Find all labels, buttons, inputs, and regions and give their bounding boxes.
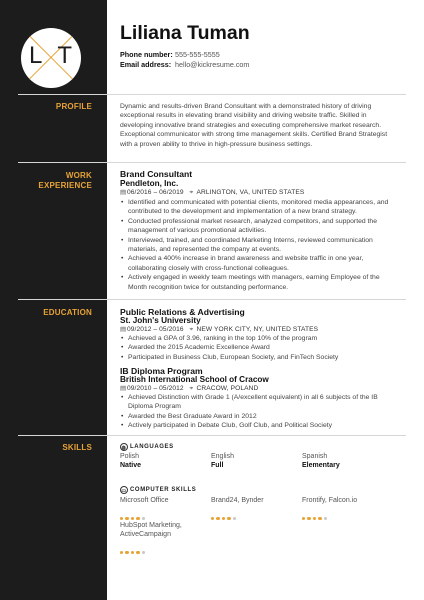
skill-rating <box>120 507 147 512</box>
degree-title: IB Diploma Program <box>120 366 203 376</box>
phone-label: Phone number: <box>120 50 173 59</box>
language-item <box>302 452 340 470</box>
language-name: English <box>211 453 234 460</box>
monogram-letter-left: L <box>29 42 43 69</box>
section-divider <box>18 162 406 163</box>
job-location: ARLINGTON, VA, UNITED STATES <box>196 189 305 196</box>
language-level: Native <box>120 462 142 469</box>
rating-dot <box>125 517 128 520</box>
list-item: • Conducted professional market research, analyzed competitors, and supported the management of various promotional activities. <box>128 217 400 236</box>
education-dates: 09/2010 – 05/2012 <box>127 385 184 392</box>
rating-dot <box>318 517 321 520</box>
profile-summary: Dynamic and results-driven Brand Consultant with a demonstrated history of driving exceptional results in elevating brand visibility and driving website traffic. Skilled in developing innovative brand strategies and executing comprehensive market research. Exceptional communicator with strong time management skills. Certified Brand Strategist with a proven ability to thrive in high-pressure business settings. <box>120 103 388 148</box>
list-item: • Actively engaged in weekly team meetings with managers, earning Employee of the Month recognition twice for outstanding performance. <box>128 273 400 292</box>
globe-icon: ◍ <box>121 445 127 451</box>
computer-skill-name: Frontify, Falcon.io <box>302 497 358 504</box>
phone-value: 555-555-5555 <box>175 50 220 59</box>
computer-skill-name: Brand24, Bynder <box>211 497 264 504</box>
email-line <box>120 60 249 70</box>
degree-title: Public Relations & Advertising <box>120 307 245 317</box>
section-heading-profile: PROFILE <box>55 102 92 111</box>
rating-dot <box>233 517 236 520</box>
computer-skills-heading <box>120 486 196 494</box>
calendar-icon: ▤ <box>120 326 127 333</box>
section-divider <box>18 435 406 436</box>
monitor-icon: ▭ <box>121 488 127 494</box>
location-pin-icon: ⌖ <box>189 326 194 333</box>
job-title: Brand Consultant <box>120 169 193 179</box>
section-heading-work: WORK <box>65 171 92 180</box>
education-bullets <box>120 334 400 362</box>
language-item <box>120 452 141 470</box>
list-item: • Identified and communicated with potential clients, monitored media appearances, and contributed to the development and implementation of a new brand strategy. <box>128 198 400 217</box>
monogram-logo <box>21 28 81 88</box>
rating-dot <box>136 551 139 554</box>
rating-dot <box>302 517 305 520</box>
education-bullets <box>120 393 400 431</box>
list-item: • Achieved a GPA of 3.96, ranking in the top 10% of the program <box>128 334 400 343</box>
list-item: • Awarded the Best Graduate Award in 2012 <box>128 412 400 421</box>
language-name: Spanish <box>302 453 328 460</box>
section-divider <box>18 299 406 300</box>
language-level: Full <box>211 462 224 469</box>
job-bullets <box>120 198 400 292</box>
computer-skill-name: HubSpot Marketing, ActiveCampaign <box>120 522 182 538</box>
job-meta <box>120 188 304 197</box>
education-meta <box>120 325 318 334</box>
language-item <box>211 452 234 470</box>
list-item: • Awarded the 2015 Academic Excellence Award <box>128 343 400 352</box>
education-meta <box>120 384 258 393</box>
rating-dot <box>120 517 123 520</box>
language-name: Polish <box>120 453 140 460</box>
section-divider <box>18 94 406 95</box>
candidate-name: Liliana Tuman <box>120 22 250 44</box>
monogram-letter-right: T <box>57 42 72 69</box>
rating-dot <box>216 517 219 520</box>
list-item: • Achieved Distinction with Grade 1 (A/excellent equivalent) in all 6 subjects of the IB Diploma Program <box>128 393 400 412</box>
education-dates: 09/2012 – 05/2016 <box>127 326 184 333</box>
language-level: Elementary <box>302 462 340 469</box>
skill-rating <box>302 507 329 512</box>
phone-line <box>120 50 220 60</box>
location-pin-icon: ⌖ <box>189 385 194 392</box>
rating-dot <box>142 551 145 554</box>
rating-dot <box>324 517 327 520</box>
job-dates: 06/2016 – 06/2019 <box>127 189 184 196</box>
education-location: NEW YORK CITY, NY, UNITED STATES <box>196 326 319 333</box>
rating-dot <box>227 517 230 520</box>
school-name: British International School of Cracow <box>120 375 269 384</box>
rating-dot <box>120 551 123 554</box>
calendar-icon: ▤ <box>120 189 127 196</box>
rating-dot <box>142 517 145 520</box>
list-item: • Actively participated in Debate Club, Golf Club, and Political Society <box>128 421 400 430</box>
rating-dot <box>222 517 225 520</box>
rating-dot <box>136 517 139 520</box>
list-item: • Participated in Business Club, European Society, and FinTech Society <box>128 353 400 362</box>
rating-dot <box>125 551 128 554</box>
calendar-icon: ▤ <box>120 385 127 392</box>
company-name: Pendleton, Inc. <box>120 179 179 188</box>
computer-skill-name: Microsoft Office <box>120 497 169 504</box>
location-pin-icon: ⌖ <box>189 189 194 196</box>
section-heading-experience: EXPERIENCE <box>38 181 92 190</box>
rating-dot <box>131 517 134 520</box>
rating-dot <box>131 551 134 554</box>
languages-heading-label: LANGUAGES <box>130 444 174 450</box>
skill-rating <box>211 507 238 512</box>
skill-rating <box>120 541 147 546</box>
section-heading-skills: SKILLS <box>62 443 92 452</box>
email-value: hello@kickresume.com <box>175 60 250 69</box>
sidebar <box>0 0 107 600</box>
rating-dot <box>307 517 310 520</box>
school-name: St. John's University <box>120 316 201 325</box>
section-heading-education: EDUCATION <box>43 308 92 317</box>
education-location: CRACOW, POLAND <box>196 385 259 392</box>
languages-heading <box>120 443 174 451</box>
rating-dot <box>211 517 214 520</box>
list-item: • Interviewed, trained, and coordinated Marketing Interns, reviewed communication materials, and represented the company at events. <box>128 236 400 255</box>
list-item: • Achieved a 400% increase in brand awareness and website traffic in one year, collaborating closely with cross-functional colleagues. <box>128 254 400 273</box>
rating-dot <box>313 517 316 520</box>
computer-skills-heading-label: COMPUTER SKILLS <box>130 487 197 493</box>
email-label: Email address: <box>120 60 172 69</box>
